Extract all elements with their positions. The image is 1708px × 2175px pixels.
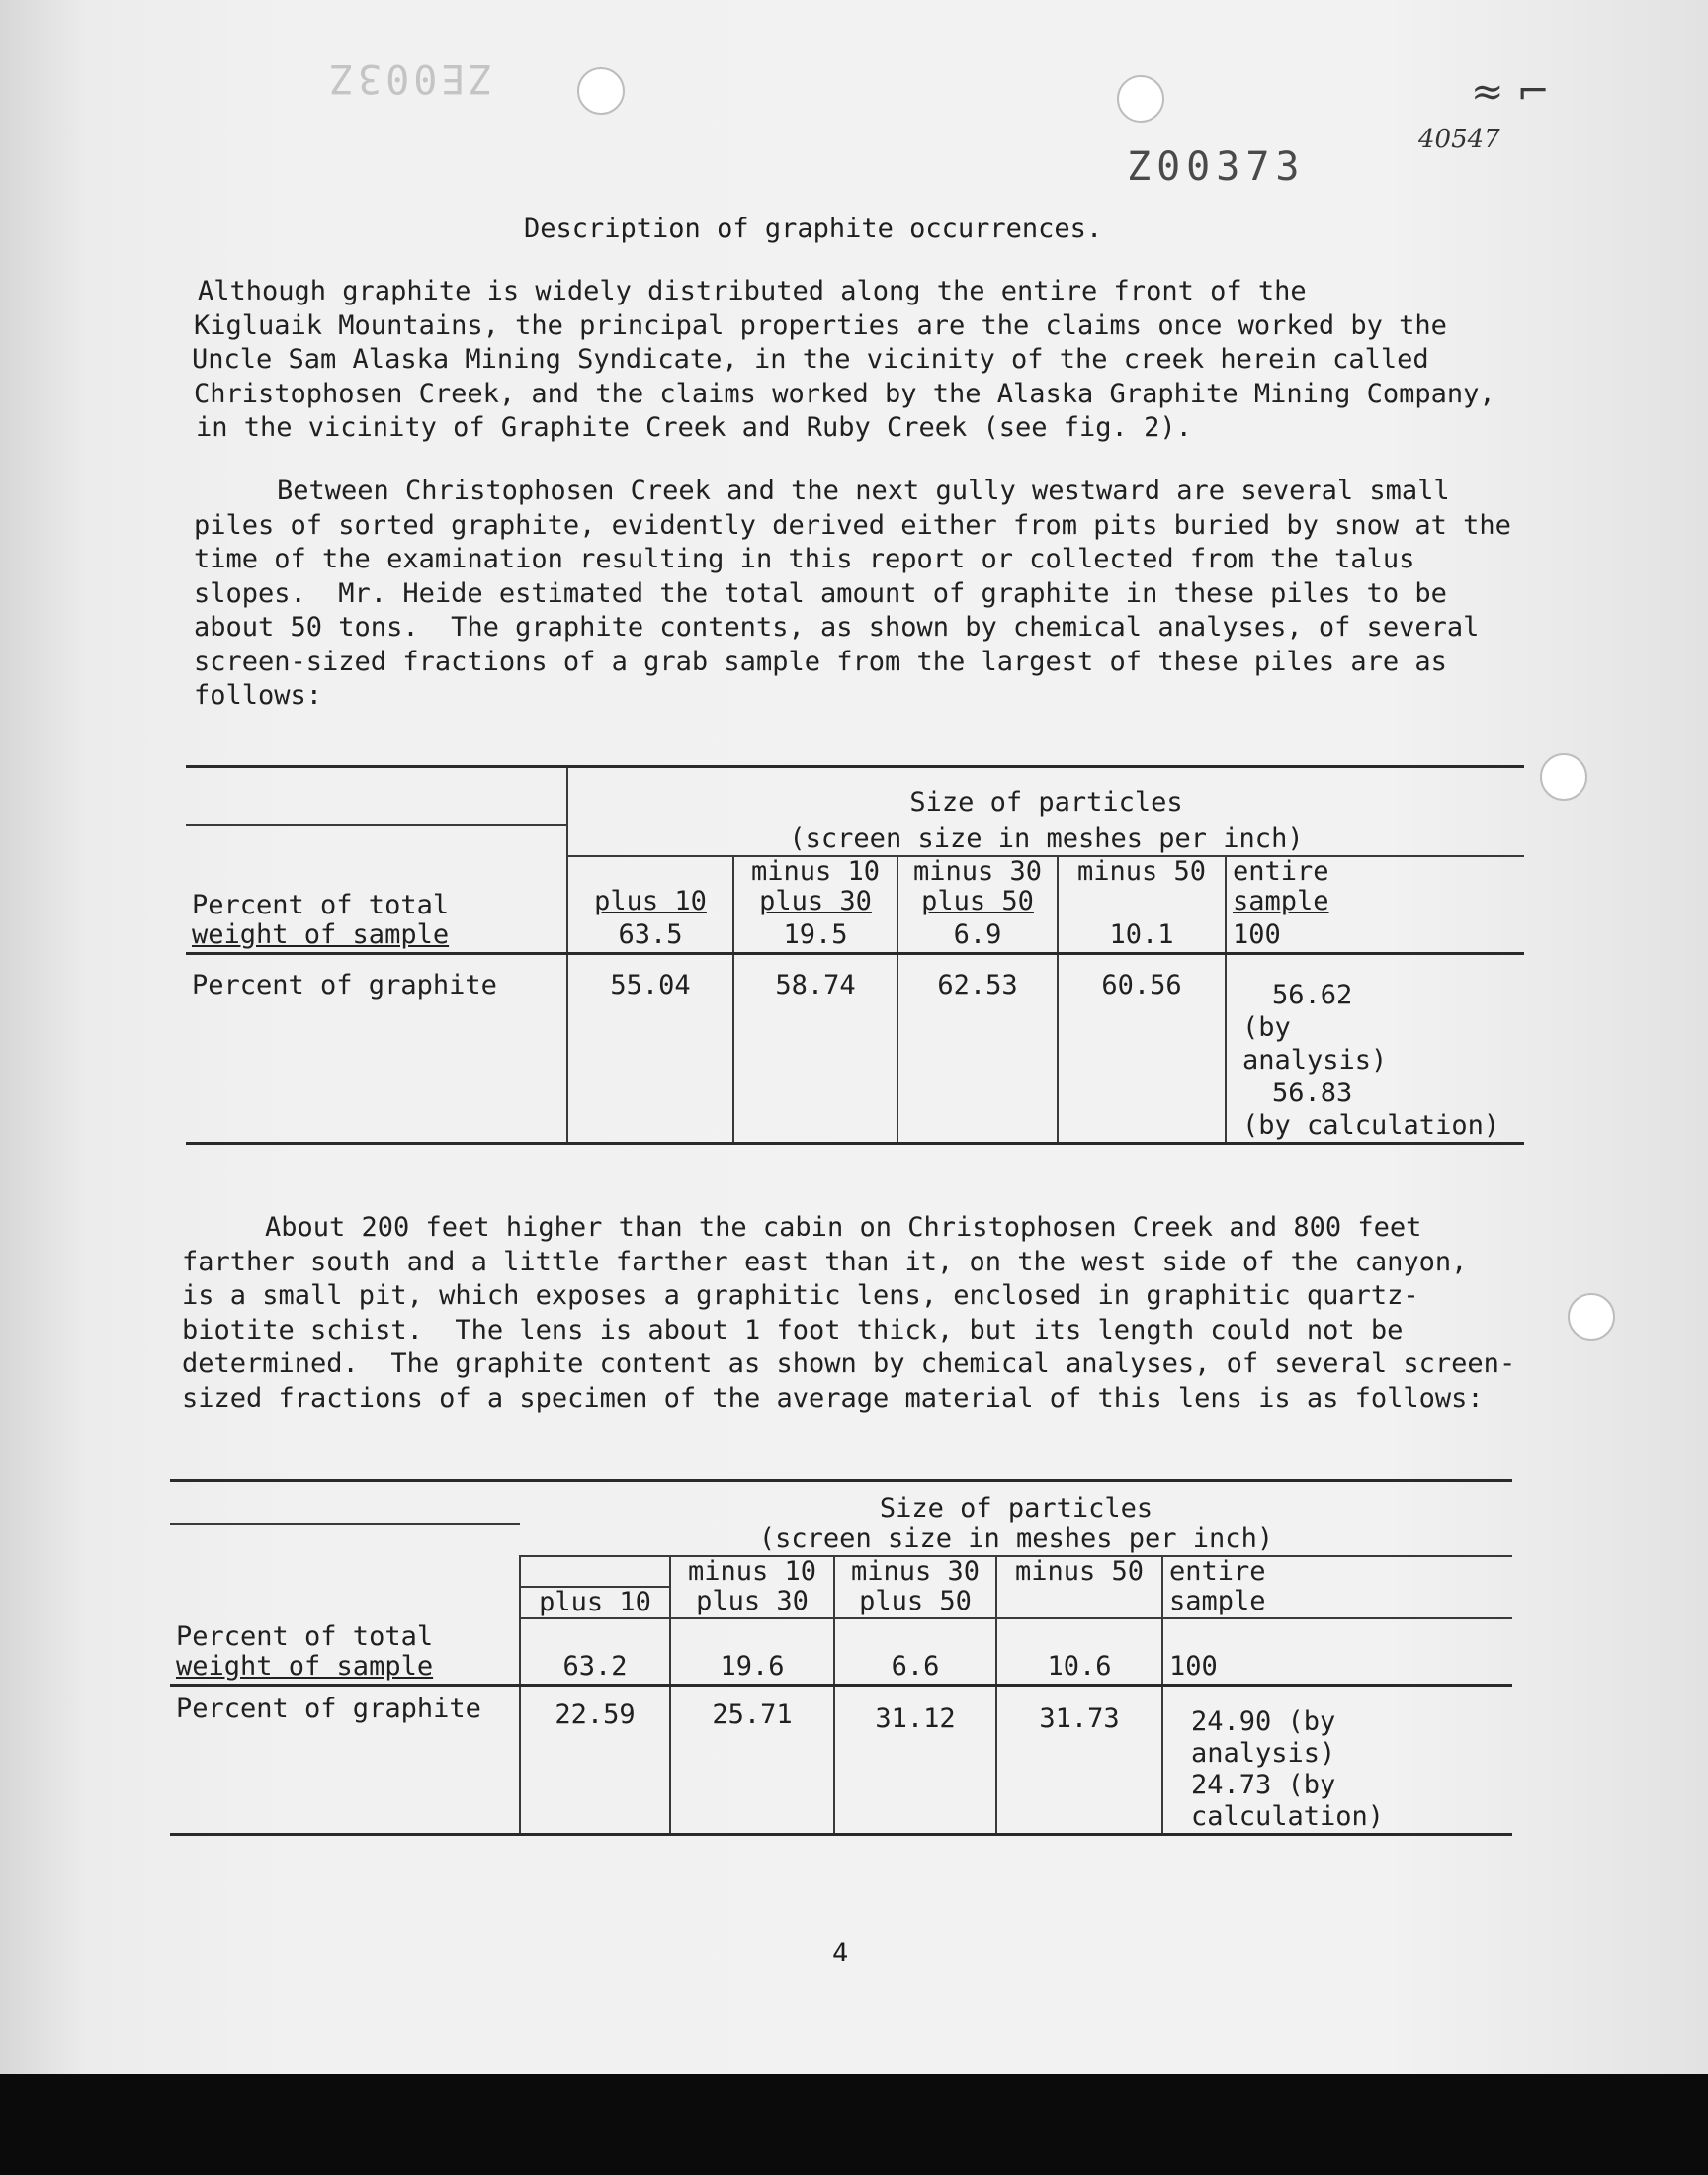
serial-stamp: Z00373 (1127, 144, 1306, 190)
table-header-screen: (screen size in meshes per inch) (789, 823, 1304, 854)
column-header: minus 30 (897, 856, 1058, 887)
graphite-table-2 (170, 1479, 1512, 1836)
text-line: Christophosen Creek, and the claims worked by the Alaska Graphite Mining Company, (194, 378, 1495, 409)
row-label: Percent of total (192, 889, 450, 920)
column-header: sample (1162, 1587, 1512, 1618)
table-cell: 63.5 (567, 920, 733, 954)
table-cell: 31.12 (834, 1686, 996, 1835)
table-cell: (by calculation) (1242, 1110, 1500, 1141)
table-cell: 100 (1162, 1652, 1512, 1686)
page-title: Description of graphite occurrences. (524, 214, 1103, 244)
row-label: weight of sample (176, 1650, 434, 1682)
punch-hole (1117, 75, 1164, 123)
table-cell: 63.2 (520, 1652, 670, 1686)
punch-hole (1540, 753, 1587, 801)
table-header-screen: (screen size in meshes per inch) (758, 1522, 1274, 1554)
row-label: weight of sample (192, 918, 450, 950)
table-cell: 55.04 (567, 954, 733, 1144)
table-cell: (by (1242, 1012, 1291, 1043)
table-header-size: Size of particles (909, 787, 1183, 818)
column-header: entire (1226, 856, 1524, 887)
table-cell: analysis) (1242, 1045, 1388, 1076)
table-cell: 19.6 (670, 1652, 834, 1686)
punch-hole (577, 67, 625, 115)
text-line: Between Christophosen Creek and the next gully westward are several small (277, 476, 1450, 506)
text-line: farther south and a little farther east than it, on the west side of the canyon, (182, 1246, 1468, 1277)
text-line: determined. The graphite content as shown by chemical analyses, of several screen- (182, 1348, 1516, 1379)
column-header: minus 30 (834, 1556, 996, 1587)
column-header: minus 50 (996, 1556, 1162, 1587)
table-cell: 22.59 (520, 1686, 670, 1835)
text-line: slopes. Mr. Heide estimated the total amount of graphite in these piles to be (194, 577, 1447, 609)
column-header: entire (1162, 1556, 1512, 1587)
page-number: 4 (832, 1938, 849, 1968)
text-line: about 50 tons. The graphite contents, as shown by chemical analyses, of several (194, 612, 1480, 643)
table-cell: 25.71 (670, 1686, 834, 1835)
punch-hole (1568, 1293, 1615, 1341)
table-cell: 60.56 (1058, 954, 1226, 1144)
table-cell: 56.83 (1272, 1078, 1353, 1108)
column-header: plus 10 (594, 885, 707, 916)
table-cell: 100 (1226, 920, 1524, 954)
text-line: biotite schist. The lens is about 1 foot thick, but its length could not be (182, 1314, 1404, 1346)
row-label: Percent of graphite (186, 954, 567, 1144)
handwritten-number: 40547 (1418, 125, 1500, 154)
table-cell: 56.62 (1272, 980, 1353, 1010)
text-line: piles of sorted graphite, evidently derived either from pits buried by snow at the (194, 509, 1511, 541)
paragraph-2 (194, 475, 1511, 714)
column-header (1058, 887, 1226, 920)
column-header: minus 10 (670, 1556, 834, 1587)
row-label: Percent of total (176, 1620, 434, 1652)
table-cell: 6.6 (834, 1652, 996, 1686)
table-cell: analysis) (1191, 1738, 1336, 1769)
table-cell: 62.53 (897, 954, 1058, 1144)
text-line: Uncle Sam Alaska Mining Syndicate, in the vicinity of the creek herein called (192, 344, 1429, 375)
column-header: minus 50 (1058, 856, 1226, 887)
table-cell: 19.5 (733, 920, 897, 954)
column-header: plus 30 (759, 885, 872, 916)
text-line: Although graphite is widely distributed along the entire front of the (198, 276, 1307, 306)
text-line: Kigluaik Mountains, the principal properties are the claims once worked by the (194, 309, 1447, 341)
row-label: Percent of graphite (170, 1686, 520, 1835)
table-cell: calculation) (1191, 1801, 1385, 1832)
column-header: sample (1233, 885, 1329, 916)
text-line: time of the examination resulting in this report or collected from the talus (194, 544, 1415, 574)
column-header: minus 10 (733, 856, 897, 887)
column-header (996, 1587, 1162, 1618)
text-line: sized fractions of a specimen of the average material of this lens is as follows: (182, 1382, 1484, 1414)
table-cell: 10.6 (996, 1652, 1162, 1686)
column-header: plus 50 (834, 1587, 996, 1618)
text-line: follows: (194, 680, 323, 711)
paragraph-1 (192, 275, 1495, 446)
text-line: About 200 feet higher than the cabin on Christophosen Creek and 800 feet (265, 1212, 1422, 1243)
handwritten-scribble: ≈ ⌐ (1471, 69, 1550, 115)
table-cell: 31.73 (996, 1686, 1162, 1835)
text-line: screen-sized fractions of a grab sample from the largest of these piles are as (194, 646, 1447, 677)
paragraph-3 (182, 1211, 1515, 1416)
column-header: plus 10 (520, 1587, 670, 1618)
faded-stamp: ZE003Z (326, 55, 493, 101)
table-cell: 24.90 (by (1191, 1706, 1336, 1737)
entire-sample-cell (1162, 1686, 1512, 1835)
graphite-table-1 (186, 765, 1524, 1145)
text-line: in the vicinity of Graphite Creek and Ruby Creek (see fig. 2). (196, 412, 1192, 443)
table-cell: 10.1 (1058, 920, 1226, 954)
table-header-size: Size of particles (879, 1493, 1153, 1523)
table-cell: 6.9 (897, 920, 1058, 954)
table-cell: 24.73 (by (1191, 1770, 1336, 1800)
column-header: plus 50 (921, 885, 1034, 916)
column-header: plus 30 (670, 1587, 834, 1618)
entire-sample-cell (1226, 954, 1524, 1144)
text-line: is a small pit, which exposes a graphitic lens, enclosed in graphitic quartz- (182, 1280, 1419, 1311)
table-cell: 58.74 (733, 954, 897, 1144)
